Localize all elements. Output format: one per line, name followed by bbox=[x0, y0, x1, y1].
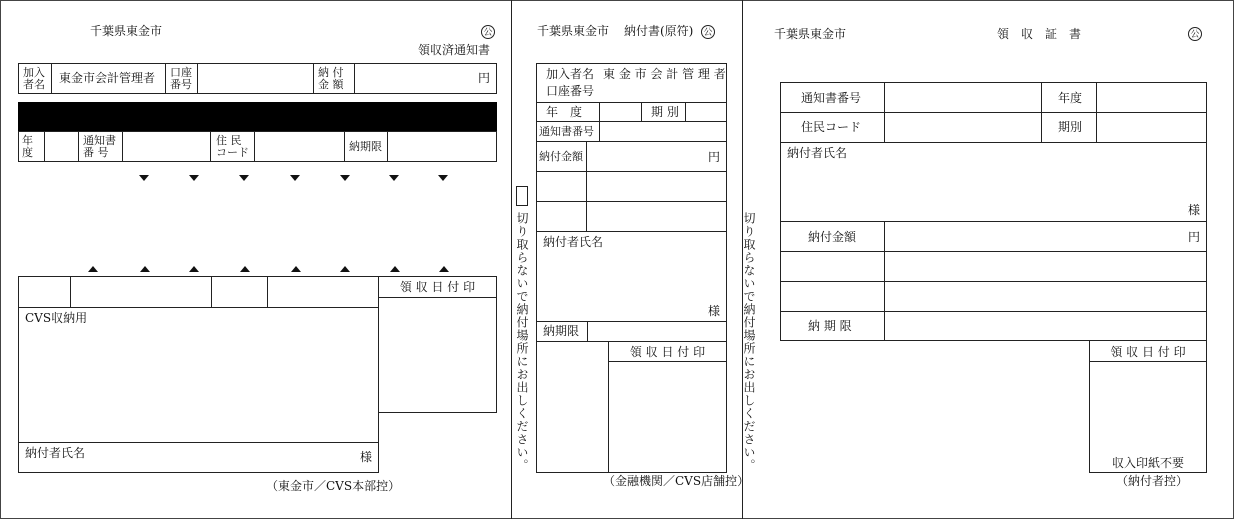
right-receipt-stamp-box bbox=[1089, 340, 1207, 473]
cut-marker-down-icon bbox=[389, 175, 399, 181]
cell-divider bbox=[378, 297, 497, 298]
middle-year-label: 年 度 bbox=[546, 105, 583, 119]
left-account-label-1: 口座 bbox=[170, 66, 192, 79]
cut-marker-up-icon bbox=[340, 266, 350, 272]
middle-vertical-note: 切り取らないで納付場所にお出しください。 bbox=[515, 212, 529, 472]
cell-divider bbox=[1089, 361, 1207, 362]
right-deadline-label: 納 期 限 bbox=[808, 319, 852, 333]
right-receipt-date-label: 領 収 日 付 印 bbox=[1110, 345, 1186, 359]
cell-divider bbox=[587, 321, 588, 341]
cell-divider bbox=[211, 276, 212, 307]
middle-deadline-label: 納期限 bbox=[543, 324, 580, 338]
cut-marker-up-icon bbox=[189, 266, 199, 272]
left-payer-label-1: 加入 bbox=[23, 66, 45, 79]
middle-receipt-date-label: 領 収 日 付 印 bbox=[629, 345, 706, 359]
right-stamp-note: 収入印紙不要 bbox=[1111, 456, 1184, 470]
public-stamp-icon: 公 bbox=[701, 25, 715, 39]
right-yen-unit: 円 bbox=[1188, 230, 1201, 244]
left-notice-label-1: 通知書 bbox=[83, 134, 116, 147]
left-notice-label-2: 番 号 bbox=[83, 146, 109, 159]
right-resident-label: 住民コード bbox=[801, 120, 862, 134]
section-divider bbox=[511, 0, 512, 519]
right-document-title: 領 収 証 書 bbox=[997, 27, 1082, 41]
cut-marker-down-icon bbox=[290, 175, 300, 181]
cell-divider bbox=[536, 341, 727, 342]
cell-divider bbox=[780, 142, 1207, 143]
left-year-label-2: 度 bbox=[22, 146, 33, 159]
left-amount-label-2: 金 額 bbox=[318, 78, 344, 91]
right-sama: 様 bbox=[1188, 203, 1201, 217]
right-payer-name-label: 納付者氏名 bbox=[787, 146, 848, 160]
cell-divider bbox=[536, 321, 727, 322]
cut-marker-up-icon bbox=[439, 266, 449, 272]
cell-divider bbox=[780, 251, 1207, 252]
cell-divider bbox=[344, 131, 345, 162]
middle-period-label: 期 別 bbox=[651, 105, 679, 119]
middle-footer: （金融機関／CVS店舗控） bbox=[603, 474, 750, 488]
cell-divider bbox=[254, 131, 255, 162]
right-city-name: 千葉県東金市 bbox=[774, 27, 847, 41]
left-resident-label-1: 住 民 bbox=[216, 134, 242, 147]
left-deadline-label: 納期限 bbox=[349, 140, 382, 153]
left-black-band bbox=[18, 102, 497, 131]
left-amount-label-1: 納 付 bbox=[318, 66, 344, 79]
cut-marker-down-icon bbox=[139, 175, 149, 181]
cell-divider bbox=[210, 131, 211, 162]
left-payer-name-label: 納付者氏名 bbox=[25, 446, 86, 460]
cut-marker-down-icon bbox=[239, 175, 249, 181]
right-vertical-note: 切り取らないで納付場所にお出しください。 bbox=[742, 212, 756, 472]
cell-divider bbox=[51, 63, 52, 94]
cell-divider bbox=[536, 102, 727, 103]
cell-divider bbox=[608, 361, 727, 362]
cell-divider bbox=[18, 442, 379, 443]
cell-divider bbox=[780, 311, 1207, 312]
right-year-label: 年度 bbox=[1058, 91, 1083, 105]
cell-divider bbox=[536, 201, 727, 202]
cut-marker-up-icon bbox=[390, 266, 400, 272]
middle-sama: 様 bbox=[708, 304, 721, 318]
left-city-name: 千葉県東金市 bbox=[90, 24, 163, 38]
cell-divider bbox=[387, 131, 388, 162]
middle-amount-label: 納付金額 bbox=[539, 150, 583, 163]
right-notice-label: 通知書番号 bbox=[801, 91, 862, 105]
middle-yen-unit: 円 bbox=[708, 150, 721, 164]
cell-divider bbox=[599, 102, 600, 121]
middle-notice-label: 通知書番号 bbox=[539, 125, 594, 138]
cell-divider bbox=[44, 131, 45, 162]
middle-document-title: 納付書(原符) bbox=[624, 24, 694, 38]
middle-city-name: 千葉県東金市 bbox=[537, 24, 610, 38]
cell-divider bbox=[267, 276, 268, 307]
middle-payer-name-label: 納付者氏名 bbox=[543, 235, 604, 249]
cut-marker-up-icon bbox=[291, 266, 301, 272]
cell-divider bbox=[197, 63, 198, 94]
right-footer: （納付者控） bbox=[1116, 474, 1189, 488]
cell-divider bbox=[536, 141, 727, 142]
left-year-label-1: 年 bbox=[22, 134, 33, 147]
left-document-title: 領収済通知書 bbox=[418, 43, 491, 57]
middle-account-label: 口座番号 bbox=[546, 84, 595, 98]
left-cvs-label: CVS収納用 bbox=[25, 311, 88, 325]
left-receipt-date-label: 領 収 日 付 印 bbox=[399, 280, 476, 294]
left-payer-value: 東金市会計管理者 bbox=[59, 71, 156, 85]
cell-divider bbox=[685, 102, 686, 121]
cell-divider bbox=[165, 63, 166, 94]
cell-divider bbox=[641, 102, 642, 121]
cell-divider bbox=[536, 121, 727, 122]
left-payer-label-2: 者名 bbox=[23, 78, 45, 91]
cell-divider bbox=[780, 221, 1207, 222]
left-resident-label-2: コード bbox=[216, 146, 249, 159]
cut-marker-up-icon bbox=[240, 266, 250, 272]
cut-marker-up-icon bbox=[88, 266, 98, 272]
cell-divider bbox=[599, 121, 600, 141]
cell-divider bbox=[536, 231, 727, 232]
right-amount-label: 納付金額 bbox=[808, 230, 857, 244]
middle-payer-value: 東 金 市 会 計 管 理 者 bbox=[603, 67, 726, 81]
cut-marker-down-icon bbox=[340, 175, 350, 181]
cell-divider bbox=[70, 276, 71, 307]
cell-divider bbox=[354, 63, 355, 94]
left-footer: （東金市／CVS本部控） bbox=[266, 479, 401, 493]
cell-divider bbox=[122, 131, 123, 162]
cut-marker-up-icon bbox=[140, 266, 150, 272]
cell-divider bbox=[18, 307, 379, 308]
cut-marker-down-icon bbox=[189, 175, 199, 181]
public-stamp-icon: 公 bbox=[481, 25, 495, 39]
cell-divider bbox=[313, 63, 314, 94]
cut-marker-down-icon bbox=[438, 175, 448, 181]
left-cvs-block bbox=[18, 276, 379, 473]
cell-divider bbox=[780, 112, 1207, 113]
left-sama: 様 bbox=[360, 450, 373, 464]
cell-divider bbox=[536, 171, 727, 172]
cut-marker-box bbox=[516, 186, 528, 206]
cell-divider bbox=[78, 131, 79, 162]
left-yen-unit: 円 bbox=[478, 71, 491, 85]
middle-payer-label: 加入者名 bbox=[546, 67, 595, 81]
cell-divider bbox=[586, 141, 587, 231]
right-period-label: 期別 bbox=[1058, 120, 1083, 134]
cell-divider bbox=[780, 281, 1207, 282]
public-stamp-icon: 公 bbox=[1188, 27, 1202, 41]
left-account-label-2: 番号 bbox=[170, 78, 192, 91]
